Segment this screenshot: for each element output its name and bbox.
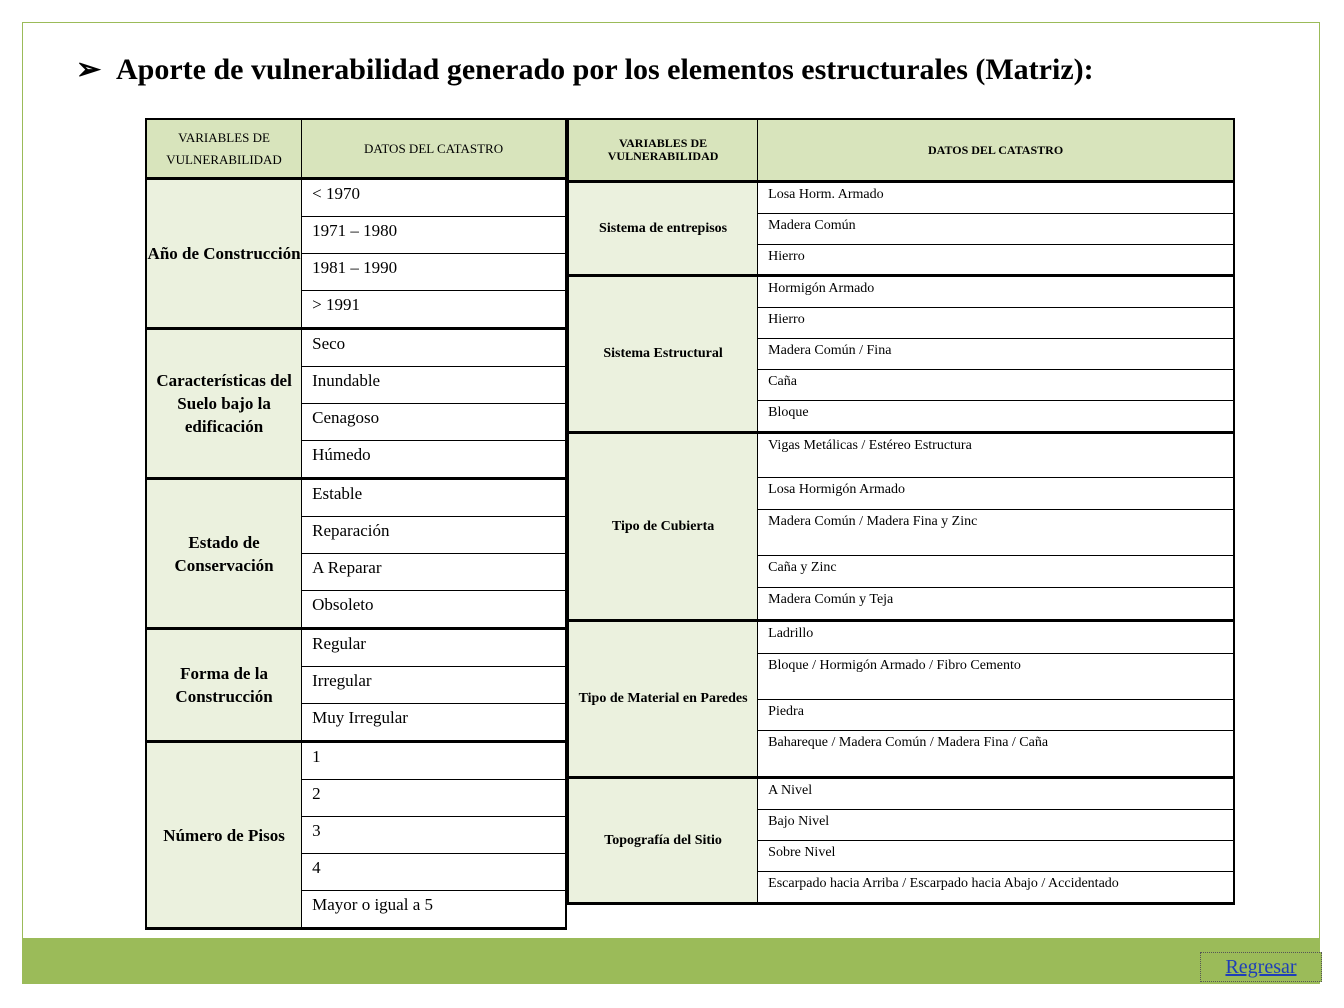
table-row	[146, 179, 566, 217]
header-variables: VARIABLES DE VULNERABILIDAD	[146, 119, 302, 179]
catastro-value: Hormigón Armado	[758, 276, 1234, 308]
slide-title-text: Aporte de vulnerabilidad generado por los elementos estructurales (Matriz):	[116, 53, 1094, 86]
catastro-value: < 1970	[302, 179, 566, 217]
catastro-value: 3	[302, 817, 566, 854]
catastro-value: Madera Común	[758, 214, 1234, 245]
variable-name: Características del Suelo bajo la edificación	[146, 329, 302, 479]
catastro-value: Losa Hormigón Armado	[758, 478, 1234, 510]
variable-name: Sistema de entrepisos	[568, 182, 758, 276]
catastro-value: Losa Horm. Armado	[758, 182, 1234, 214]
table-row	[146, 479, 566, 517]
catastro-value: Mayor o igual a 5	[302, 891, 566, 929]
variable-name: Número de Pisos	[146, 742, 302, 929]
variable-name: Tipo de Material en Paredes	[568, 621, 758, 778]
catastro-value: Bahareque / Madera Común / Madera Fina / Caña	[758, 731, 1234, 778]
catastro-value: 4	[302, 854, 566, 891]
vulnerability-table-left	[145, 118, 567, 930]
catastro-value: Bloque / Hormigón Armado / Fibro Cemento	[758, 654, 1234, 700]
catastro-value: Seco	[302, 329, 566, 367]
catastro-value: Cenagoso	[302, 404, 566, 441]
catastro-value: Reparación	[302, 517, 566, 554]
catastro-value: Hierro	[758, 308, 1234, 339]
catastro-value: Caña y Zinc	[758, 556, 1234, 588]
table-row	[568, 778, 1234, 810]
variable-name: Año de Construcción	[146, 179, 302, 329]
catastro-value: Regular	[302, 629, 566, 667]
catastro-value: Muy Irregular	[302, 704, 566, 742]
variable-name: Tipo de Cubierta	[568, 433, 758, 621]
variable-name: Estado de Conservación	[146, 479, 302, 629]
table-row	[568, 182, 1234, 214]
variable-name: Sistema Estructural	[568, 276, 758, 433]
catastro-value: Húmedo	[302, 441, 566, 479]
header-variables: VARIABLES DE VULNERABILIDAD	[568, 119, 758, 182]
table-row	[568, 621, 1234, 654]
variable-name: Topografía del Sitio	[568, 778, 758, 904]
catastro-value: > 1991	[302, 291, 566, 329]
table-row	[146, 742, 566, 780]
catastro-value: Madera Común / Madera Fina y Zinc	[758, 510, 1234, 556]
table-row	[568, 433, 1234, 478]
variable-name: Forma de la Construcción	[146, 629, 302, 742]
catastro-value: 1981 – 1990	[302, 254, 566, 291]
catastro-value: 1	[302, 742, 566, 780]
catastro-value: Caña	[758, 370, 1234, 401]
back-link[interactable]: Regresar	[1200, 952, 1322, 982]
catastro-value: 2	[302, 780, 566, 817]
catastro-value: 1971 – 1980	[302, 217, 566, 254]
vulnerability-table-right	[567, 118, 1235, 905]
header-catastro-data: DATOS DEL CATASTRO	[302, 119, 566, 179]
catastro-value: Madera Común y Teja	[758, 588, 1234, 621]
catastro-value: Vigas Metálicas / Estéreo Estructura	[758, 433, 1234, 478]
catastro-value: Irregular	[302, 667, 566, 704]
catastro-value: Hierro	[758, 245, 1234, 276]
table-row	[146, 329, 566, 367]
catastro-value: Obsoleto	[302, 591, 566, 629]
catastro-value: Inundable	[302, 367, 566, 404]
catastro-value: Ladrillo	[758, 621, 1234, 654]
footer-band	[22, 938, 1320, 984]
arrow-bullet-icon: ➢	[76, 53, 102, 86]
catastro-value: Bajo Nivel	[758, 810, 1234, 841]
header-catastro-data: DATOS DEL CATASTRO	[758, 119, 1234, 182]
catastro-value: Madera Común / Fina	[758, 339, 1234, 370]
slide-title	[76, 52, 1094, 87]
catastro-value: A Reparar	[302, 554, 566, 591]
catastro-value: Escarpado hacia Arriba / Escarpado hacia Abajo / Accidentado	[758, 872, 1234, 904]
table-row	[146, 629, 566, 667]
catastro-value: A Nivel	[758, 778, 1234, 810]
table-row	[568, 276, 1234, 308]
catastro-value: Sobre Nivel	[758, 841, 1234, 872]
catastro-value: Bloque	[758, 401, 1234, 433]
catastro-value: Piedra	[758, 700, 1234, 731]
catastro-value: Estable	[302, 479, 566, 517]
